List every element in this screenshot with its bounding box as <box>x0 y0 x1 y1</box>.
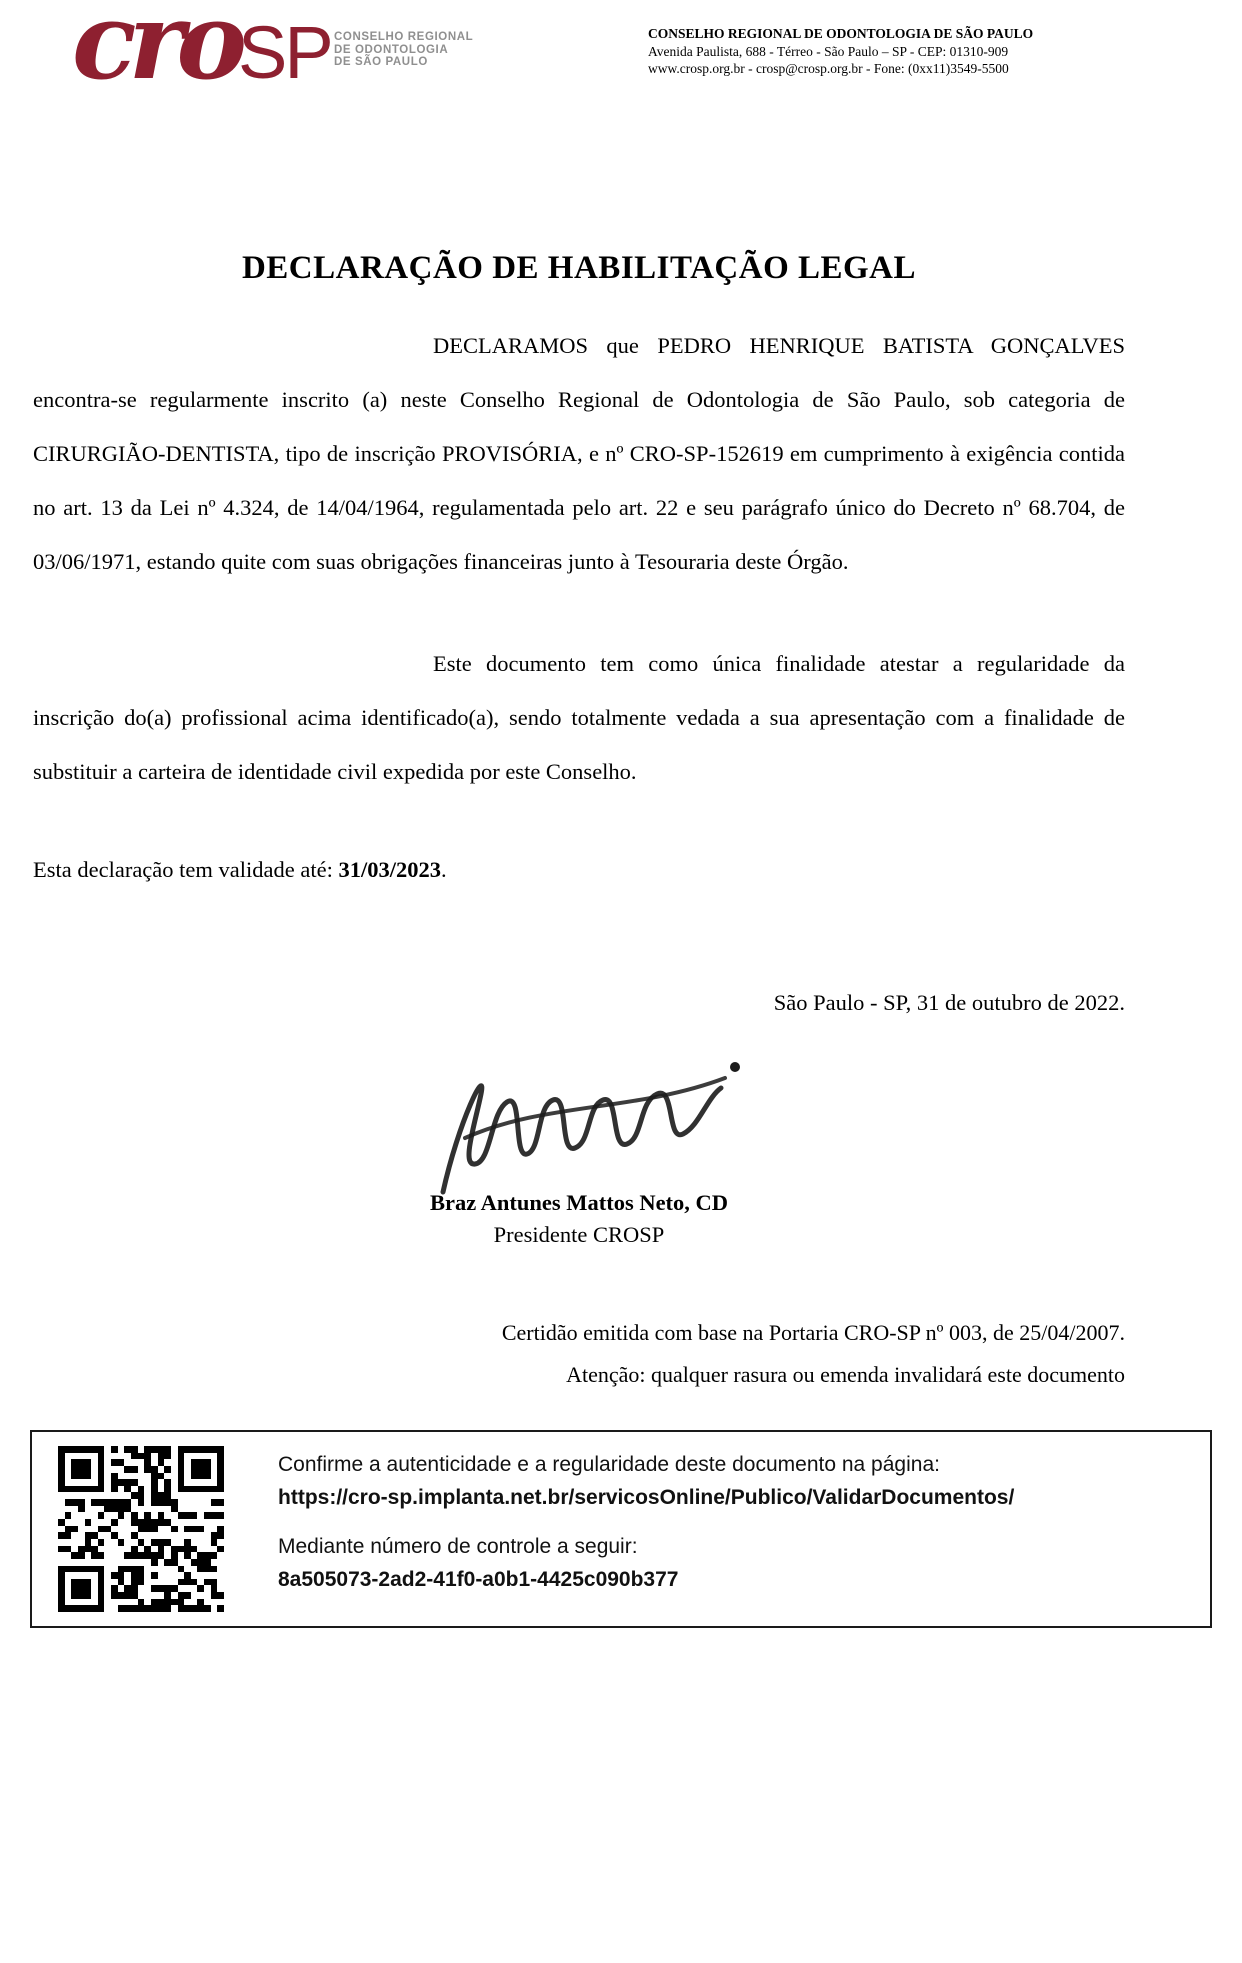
validity-date: 31/03/2023 <box>338 857 441 882</box>
signer-name: Braz Antunes Mattos Neto, CD <box>429 1190 729 1215</box>
letterhead-org-name: CONSELHO REGIONAL DE ODONTOLOGIA DE SÃO PAULO <box>648 26 1034 41</box>
validation-instruction: Confirme a autenticidade e a regularidade deste documento na página: <box>278 1453 940 1476</box>
declaration-paragraph: DECLARAMOS que PEDRO HENRIQUE BATISTA GONÇALVES encontra-se regularmente inscrito (a) neste Conselho Regional de Odontologia de São Paulo, sob categoria de CIRURGIÃO-DENTISTA, tipo de inscrição PROVISÓRIA, e nº CRO-SP-152619 em cumprimento à exigência contida no art. 13 da Lei nº 4.324, de 14/04/1964, regulamentada pelo art. 22 e seu parágrafo único do Decreto nº 68.704, de 03/06/1971, estando quite com suas obrigações financeiras junto à Tesouraria deste Órgão. <box>33 333 1125 574</box>
purpose-paragraph: Este documento tem como única finalidade atestar a regularidade da inscrição do(a) profissional acima identificado(a), sendo totalmente vedada a sua apresentação com a finalidade de substituir a carteira de identidade civil expedida por este Conselho. <box>33 651 1125 784</box>
validity-label: Esta declaração tem validade até: <box>33 857 339 882</box>
crosp-logo-script-icon: cro <box>72 0 240 103</box>
qr-code-icon <box>58 1446 224 1612</box>
letterhead-contacts: www.crosp.org.br - crosp@crosp.org.br - Fone: (0xx11)3549-5500 <box>648 61 1009 76</box>
president-signature-icon <box>425 1050 745 1200</box>
control-number-label: Mediante número de controle a seguir: <box>278 1535 638 1558</box>
crosp-logo-sp: SP <box>238 11 331 94</box>
logo-caption-line: CONSELHO REGIONAL <box>334 31 474 43</box>
issuance-note: Certidão emitida com base na Portaria CRO-SP nº 003, de 25/04/2007. <box>501 1320 1125 1345</box>
validity-suffix: . <box>440 857 447 882</box>
letterhead-address: Avenida Paulista, 688 - Térreo - São Paulo – SP - CEP: 01310-909 <box>648 43 1009 59</box>
validation-url: https://cro-sp.implanta.net.br/servicosOnline/Publico/ValidarDocumentos/ <box>278 1486 1015 1509</box>
crosp-logo-caption <box>334 31 473 69</box>
city-date-line: São Paulo - SP, 31 de outubro de 2022. <box>773 990 1125 1015</box>
logo-caption-line: DE SÃO PAULO <box>334 56 428 68</box>
warning-note: Atenção: qualquer rasura ou emenda invalidará este documento <box>566 1362 1125 1387</box>
validation-text-block <box>278 1448 1178 1596</box>
footnotes <box>33 1312 1125 1396</box>
logo-caption-line: DE ODONTOLOGIA <box>334 43 449 56</box>
validation-box <box>30 1430 1212 1628</box>
validity-line <box>33 843 1125 897</box>
document-title: DECLARAÇÃO DE HABILITAÇÃO LEGAL <box>241 250 917 287</box>
signer-title: Presidente CROSP <box>493 1222 665 1247</box>
control-number-value: 8a505073-2ad2-41f0-a0b1-4425c090b377 <box>278 1568 679 1591</box>
letterhead-contact-block <box>648 25 1208 78</box>
